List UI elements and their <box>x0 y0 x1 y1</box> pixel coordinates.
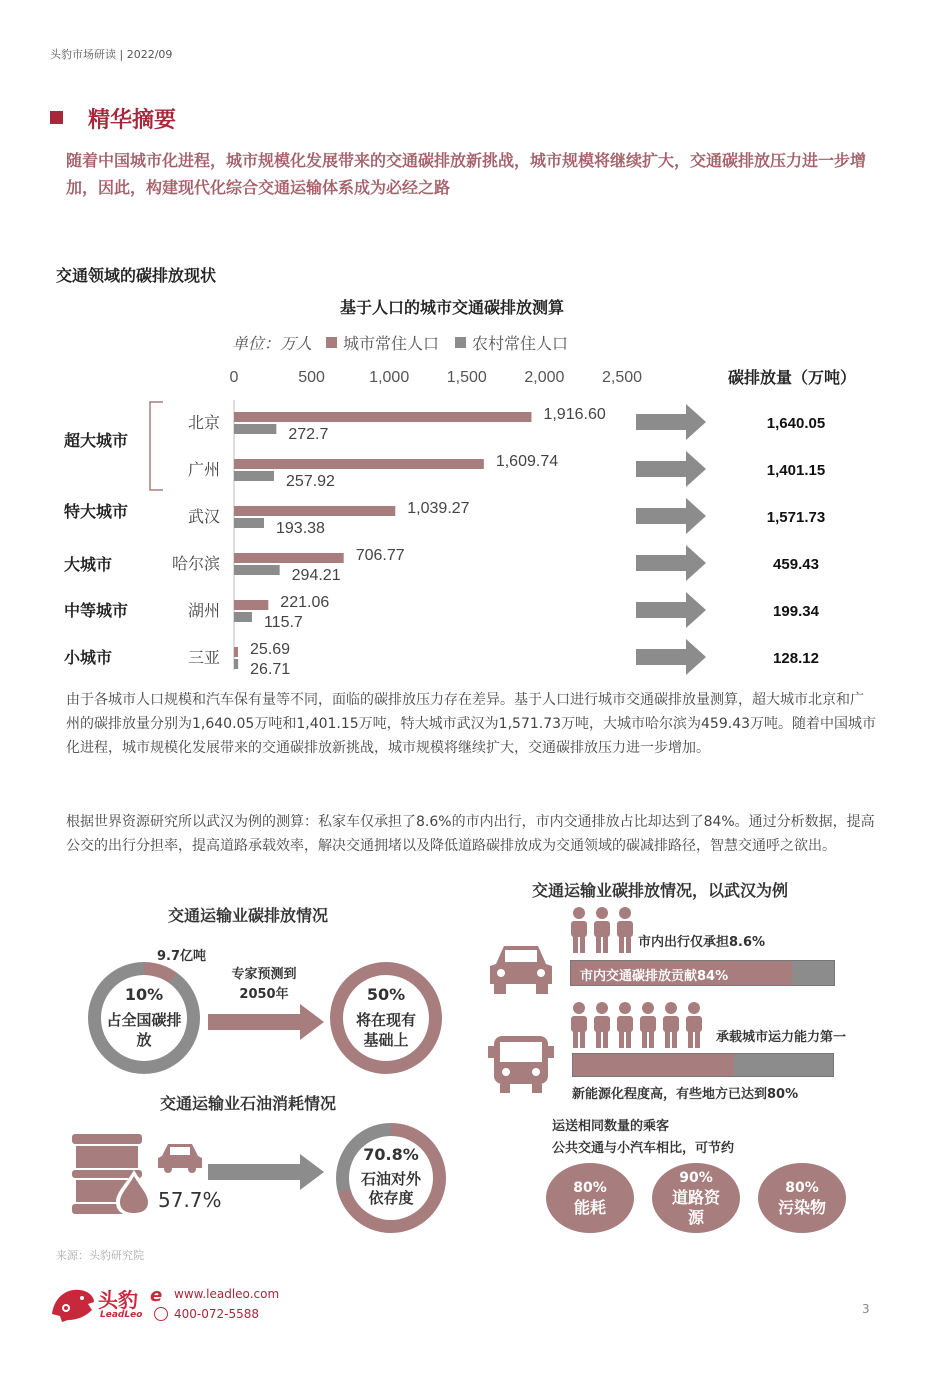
right-info-title: 交通运输业碳排放情况，以武汉为例 <box>532 881 789 900</box>
emission-value: 1,401.15 <box>766 462 826 479</box>
tier-label: 超大城市 <box>64 433 129 450</box>
bar-urban <box>234 459 484 469</box>
x-tick-label: 1,500 <box>446 369 487 386</box>
bus-ev-bar-fill <box>573 1054 734 1076</box>
emissions-header: 碳排放量（万吨） <box>728 368 857 387</box>
legend-swatch-rural <box>455 337 466 348</box>
bubble-road-pct: 90% <box>679 1170 713 1186</box>
bubble-pollution <box>758 1163 846 1233</box>
leopard-logo-icon <box>48 1284 96 1324</box>
car-icon <box>156 1138 204 1174</box>
bubble-energy-pct: 80% <box>573 1180 607 1196</box>
ring3-pct: 70.8% <box>363 1145 419 1164</box>
arrow-icon <box>636 404 706 440</box>
category-label: 北京 <box>187 415 220 432</box>
bar-urban <box>234 647 238 657</box>
legend-urban: 城市常住人口 <box>343 334 440 353</box>
tier-label: 特大城市 <box>64 504 129 521</box>
data-label-urban: 221.06 <box>280 594 330 611</box>
unit-label: 单位：万人 <box>232 334 313 353</box>
car-front-icon <box>488 940 554 996</box>
ring1-top-label: 9.7亿吨 <box>157 949 207 964</box>
subheading: 交通领域的碳排放现状 <box>56 266 217 285</box>
right-arrow-icon <box>208 1002 326 1042</box>
category-label: 广州 <box>187 462 220 479</box>
tier-label: 小城市 <box>64 650 113 667</box>
bubble-energy-label: 能耗 <box>573 1198 606 1217</box>
bar-rural <box>234 518 264 528</box>
source-note: 来源：头豹研究院 <box>56 1249 144 1262</box>
x-tick-label: 500 <box>298 369 325 386</box>
bar-urban <box>234 553 344 563</box>
category-label: 三亚 <box>187 650 220 667</box>
data-label-rural: 294.21 <box>291 567 341 584</box>
e-logo-icon: e <box>150 1285 163 1306</box>
section-title: 精华摘要 <box>88 108 177 133</box>
bubble-road-label: 道路资源 <box>671 1188 720 1227</box>
emission-value: 199.34 <box>773 603 819 620</box>
data-label-rural: 115.7 <box>263 614 303 631</box>
emission-value: 1,640.05 <box>766 415 826 432</box>
left-info-title: 交通运输业碳排放情况 <box>168 906 329 925</box>
bubble-road <box>652 1163 740 1233</box>
brand-name: 头豹 <box>98 1288 138 1312</box>
bubble-pollution-pct: 80% <box>785 1180 819 1196</box>
data-label-urban: 1,916.60 <box>543 406 606 423</box>
forecast-label: 专家预测到2050年 <box>231 967 297 1002</box>
oil-pct: 57.7% <box>158 1188 222 1212</box>
legend-rural: 农村常住人口 <box>472 334 569 353</box>
page-number: 3 <box>862 1302 870 1316</box>
ring1-label: 占全国碳排放 <box>106 1011 182 1049</box>
right-arrow-icon-2 <box>208 1152 326 1192</box>
people-six-icon <box>568 1000 714 1050</box>
car-trip-share: 市内出行仅承担8.6% <box>638 935 766 950</box>
x-tick-label: 1,000 <box>369 369 410 386</box>
arrow-icon <box>636 545 706 581</box>
tier-label: 中等城市 <box>64 603 129 620</box>
section-marker <box>50 111 63 124</box>
tier-bracket <box>150 402 163 490</box>
ring2-label: 将在现有基础上 <box>355 1011 416 1049</box>
paragraph-2: 根据世界资源研究所以武汉为例的测算：私家车仅承担了8.6%的市内出行，市内交通排放占比却达到了84%。通过分析数据，提高公交的出行分担率，提高道路承载效率，解决交通拥堵以及降低道路碳排放成为交通领域的碳减排路径，智慧交通呼之欲出。 <box>66 814 875 854</box>
ring1-pct: 10% <box>124 985 164 1004</box>
bus-capacity-line: 承载城市运力能力第一 <box>716 1030 847 1045</box>
oil-title: 交通运输业石油消耗情况 <box>160 1094 337 1113</box>
oil-barrel-icon <box>68 1132 158 1216</box>
people-three-icon <box>568 905 638 955</box>
bus-ev-bar <box>572 1053 834 1077</box>
bubble-energy <box>546 1163 634 1233</box>
data-label-urban: 1,039.27 <box>407 500 470 517</box>
ring3-label: 石油对外依存度 <box>360 1170 421 1207</box>
data-label-rural: 26.71 <box>250 661 291 678</box>
data-label-rural: 193.38 <box>276 520 325 537</box>
compare-line-1: 运送相同数量的乘客 <box>552 1119 670 1134</box>
bar-urban <box>234 412 531 422</box>
brand-name-en: LeadLeo <box>100 1310 143 1320</box>
bar-urban <box>234 600 268 610</box>
arrow-icon <box>636 451 706 487</box>
x-tick-label: 0 <box>229 369 239 386</box>
compare-line-2: 公共交通与小汽车相比，可节约 <box>552 1141 735 1156</box>
tier-label: 大城市 <box>64 557 113 574</box>
bar-chart <box>0 360 950 690</box>
bar-rural <box>234 471 274 481</box>
data-label-urban: 1,609.74 <box>495 453 559 470</box>
bar-rural <box>234 612 252 622</box>
emission-value: 1,571.73 <box>766 509 826 526</box>
x-tick-label: 2,500 <box>601 369 643 386</box>
bar-rural <box>234 424 276 434</box>
data-label-urban: 706.77 <box>355 547 405 564</box>
bubble-pollution-label: 污染物 <box>777 1198 826 1217</box>
car-emission-label: 市内交通碳排放贡献84% <box>580 969 729 984</box>
category-label: 哈尔滨 <box>171 556 220 573</box>
x-tick-label: 2,000 <box>524 369 565 386</box>
bus-caption: 新能源化程度高，有些地方已达到80% <box>572 1087 799 1102</box>
bar-rural <box>234 659 238 669</box>
emission-value: 128.12 <box>773 650 819 667</box>
legend-swatch-urban <box>326 337 337 348</box>
data-label-rural: 272.7 <box>288 426 329 443</box>
arrow-icon <box>636 498 706 534</box>
data-label-urban: 25.69 <box>249 641 291 658</box>
bar-urban <box>234 506 395 516</box>
summary-text: 随着中国城市化进程，城市规模化发展带来的交通碳排放新挑战，城市规模将继续扩大，交通碳排放压力进一步增加，因此，构建现代化综合交通运输体系成为必经之路 <box>66 151 867 197</box>
arrow-icon <box>636 592 706 628</box>
emission-value: 459.43 <box>773 556 819 573</box>
ring2-pct: 50% <box>366 985 406 1004</box>
bar-rural <box>234 565 280 575</box>
phone: 400-072-5588 <box>174 1307 260 1321</box>
phone-icon <box>154 1307 168 1321</box>
paragraph-1: 由于各城市人口规模和汽车保有量等不同，面临的碳排放压力存在差异。基于人口进行城市交通碳排放量测算，超大城市北京和广州的碳排放量分别为1,640.05万吨和1,401.15万吨，特大城市武汉为1,571.73万吨，大城市哈尔滨为459.43万吨。随着中国城市化进程，城市规模化发展带来的交通碳排放新挑战，城市规模将继续扩大，交通碳排放压力进一步增加。 <box>66 692 877 756</box>
chart-title: 基于人口的城市交通碳排放测算 <box>340 298 565 317</box>
data-label-rural: 257.92 <box>286 473 335 490</box>
page-header: 头豹市场研读 | 2022/09 <box>50 48 173 61</box>
arrow-icon <box>636 639 706 675</box>
category-label: 武汉 <box>187 509 220 526</box>
category-label: 湖州 <box>187 603 220 620</box>
website[interactable]: www.leadleo.com <box>174 1287 280 1301</box>
bus-icon <box>488 1034 554 1094</box>
chart-legend <box>232 331 568 354</box>
